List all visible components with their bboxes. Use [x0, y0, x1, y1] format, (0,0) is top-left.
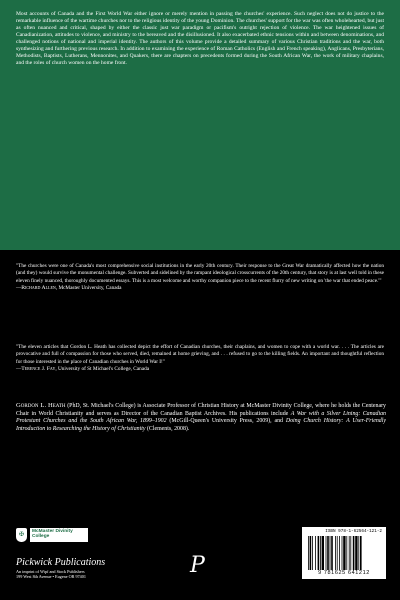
barcode-stripe: [326, 536, 327, 570]
barcode-stripe: [343, 536, 345, 570]
endorsement-2-dash: —: [16, 366, 22, 373]
barcode-stripe: [349, 536, 350, 570]
barcode-stripe: [360, 536, 362, 570]
college-logo: [16, 527, 88, 543]
barcode-stripe: [337, 536, 338, 570]
barcode-stripe: [350, 536, 351, 570]
endorsement-1-affiliation: , McMaster University, Canada: [55, 285, 122, 292]
barcode-stripe: [358, 536, 359, 570]
publisher-name: Pickwick Publications: [16, 557, 106, 568]
bio-book-title-1: A War with a Silver Lining: Canadian Protestant Churches and the South African War, 1899–1902: [16, 410, 386, 425]
endorsement-1-author: Richard Allen: [21, 285, 56, 292]
barcode-stripe: [327, 536, 329, 570]
barcode: [302, 527, 386, 579]
endorsement-2-affiliation: , University of St Michael's College, Canada: [55, 366, 150, 373]
endorsement-2-author: Terence J. Fay: [21, 366, 56, 373]
barcode-stripe: [342, 536, 343, 570]
publisher-imprint: An imprint of Wipf and Stock Publishers: [16, 569, 85, 574]
publisher-info: [16, 557, 156, 579]
bio-text-3: (Clements, 2008).: [145, 425, 190, 432]
barcode-stripe: [310, 536, 312, 570]
book-summary: Most accounts of Canada and the First World War either ignore or merely mention in passing the churches' experience. Such neglect does not do justice to the remarkable influence of the wartime churches nor to the religious identity of the young Dominion. The churches' support for the war was often wholehearted, but just as often nuanced and critical, shaped by either the classic just war paradigm or pacifism's outright rejection of violence. The war heightened issues of Canadianization, attitudes to violence, and ministry to the bereaved and the disillusioned. It also exacerbated ethnic tensions within and between denominations, and challenged notions of national and imperial identity. The authors of this volume provide a detailed summary of various Christian traditions and the war, both synthesizing and furthering previous research. In addition to examining the experience of Roman Catholics (English and French speaking), Anglicans, Presbyterians, Methodists, Baptists, Lutherans, Mennonites, and Quakers, there are chapters on precedents formed during the South African War, the work of military chaplains, and the roles of church women on the home front.: [16, 11, 384, 67]
barcode-stripe: [331, 536, 333, 570]
barcode-stripe: [308, 536, 309, 570]
description-band: [0, 0, 400, 250]
endorsement-1-text: "The churches were one of Canada's most comprehensive social institutions in the early 20th century. Their response to the Great War dramatically affected how the nation (and they) would survive the monumental challenge. Subverted and sidelined by the rampant ideological crosscurrents of the 20th century, that story is at last well told in these eleven finely nuanced, thoroughly documented essays. This is a most welcome and worthy companion piece to the recent flurry of new writing on 'the war that ended peace.'": [16, 263, 384, 284]
barcode-stripe: [315, 536, 316, 570]
bio-text-1: (PhD, St. Michael's College) is Associate Professor of Christian History at McMaster Divinity College, where he holds the Centenary Chair in World Christianity and serves as Director of the Canadian Baptist Archives. His publications include: [16, 403, 386, 417]
barcode-stripe: [322, 536, 324, 570]
endorsement-1-attribution: [16, 285, 384, 292]
endorsement-1-dash: —: [16, 285, 22, 292]
barcode-stripe: [353, 536, 355, 570]
bio-text-2: (McGill-Queen's University Press, 2009), and: [166, 418, 286, 425]
endorsement-2-text: "The eleven articles that Gordon L. Heath has collected depict the effort of Canadian churches, their chaplains, and women to cope with a world war. . . . The articles are provocative and full of compassion for those who served, died, remained at home grieving, and . . . refused to go to the killing fields. An important and thoughtful reflection for those interested in the place of Canadian churches in World War I!": [16, 344, 384, 365]
author-name: Gordon L. Heath: [16, 402, 66, 409]
barcode-stripe: [320, 536, 321, 570]
barcode-stripe: [318, 536, 320, 570]
barcode-stripe: [330, 536, 331, 570]
barcode-stripe: [312, 536, 313, 570]
endorsement-2: [16, 344, 384, 374]
author-bio: [16, 402, 386, 433]
barcode-stripe: [355, 536, 357, 570]
publisher-logo-icon: P: [190, 553, 205, 578]
shield-icon: ✠: [16, 528, 27, 542]
back-cover-lower: [0, 250, 400, 600]
barcode-stripe: [346, 536, 347, 570]
barcode-stripe: [339, 536, 340, 570]
barcode-stripe: [335, 536, 336, 570]
isbn-label: ISBN 978-1-62564-121-2: [325, 529, 382, 534]
endorsement-2-attribution: [16, 366, 384, 373]
bio-book-title-2: Doing Church History: A User-Friendly Introduction to Researching the History of Christianity: [16, 418, 386, 432]
college-logo-text: McMaster Divinity College: [30, 528, 88, 542]
barcode-bars-icon: [308, 536, 380, 570]
publisher-address: 199 West 8th Avenue • Eugene OR 97401: [16, 574, 86, 580]
endorsement-1: [16, 263, 384, 293]
barcode-digits: 9 781625 641212: [318, 570, 370, 576]
